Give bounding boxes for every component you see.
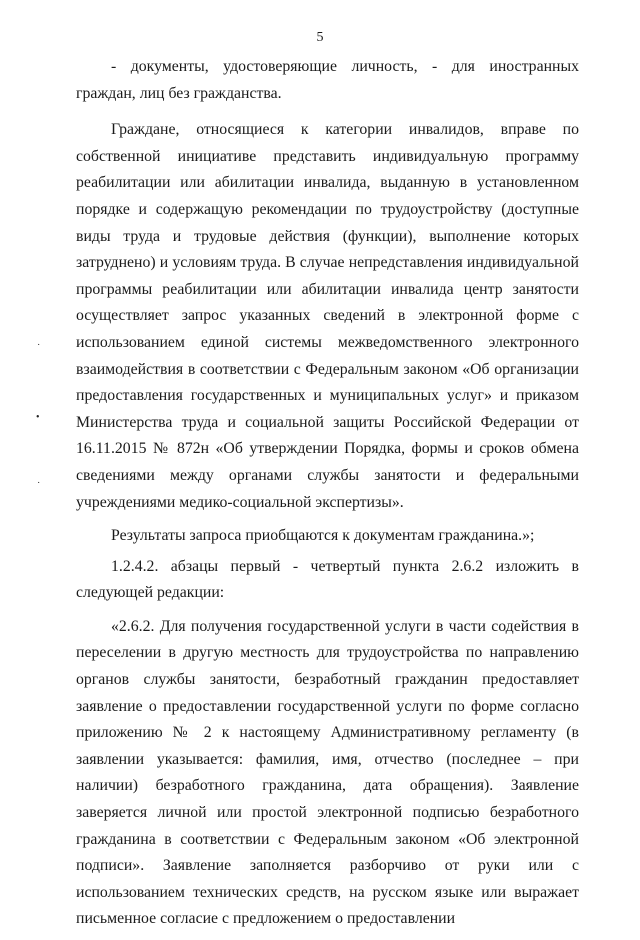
paragraph-request-results: Результаты запроса приобщаются к документам гражданина.»; bbox=[111, 527, 535, 545]
margin-mark: ˙ bbox=[37, 481, 41, 492]
paragraph-documents: - документы, удостоверяющие личность, - для иностранных граждан, лиц без гражданства. bbox=[76, 58, 579, 102]
margin-mark: • bbox=[36, 412, 40, 423]
paragraph-disabled-citizens: Граждане, относящиеся к категории инвалидов, вправе по собственной инициативе представить индивидуальную программу реабилитации или абилитации инвалида, выданную в установленном порядке и содержащую рекомендации по трудоустройству (доступные виды труда и трудовые действия (функции), выполнение которых затруднено) и условиям труда. В случае непредставления индивидуальной программы реабилитации или абилитации инвалида центр занятости осуществляет запрос указанных сведений в электронной форме с использованием единой системы межведомственного электронного взаимодействия в соответствии с Федеральным законом «Об организации предоставления государственных и муниципальных услуг» и приказом Министерства труда и социальной защиты Российской Федерации от 16.11.2015 № 872н «Об утверждении Порядка, формы и сроков обмена сведениями между органами службы занятости и федеральными учреждениями медико-социальной экспертизы». bbox=[76, 121, 579, 511]
paragraph-2-6-2: «2.6.2. Для получения государственной услуги в части содействия в переселении в другую местность для трудоустройства по направлению органов службы занятости, безработный гражданин предоставляет заявление о предоставлении государственной услуги по форме согласно приложению № 2 к настоящему Административному регламенту (в заявлении указывается: фамилия, имя, отчество (последнее – при наличии) безработного гражданина, дата обращения). Заявление заверяется личной или простой электронной подписью безработного гражданина в соответствии с Федеральным законом «Об электронной подписи». Заявление заполняется разборчиво от руки или с использованием технических средств, на русском языке или выражает письменное согласие с предложением о предоставлении bbox=[76, 617, 579, 928]
document-body bbox=[76, 54, 579, 940]
margin-mark: ˙ bbox=[37, 343, 41, 354]
paragraph-amendment: 1.2.4.2. абзацы первый - четвертый пункта 2.6.2 изложить в следующей редакции: bbox=[76, 557, 579, 602]
page-number: 5 bbox=[316, 30, 324, 45]
